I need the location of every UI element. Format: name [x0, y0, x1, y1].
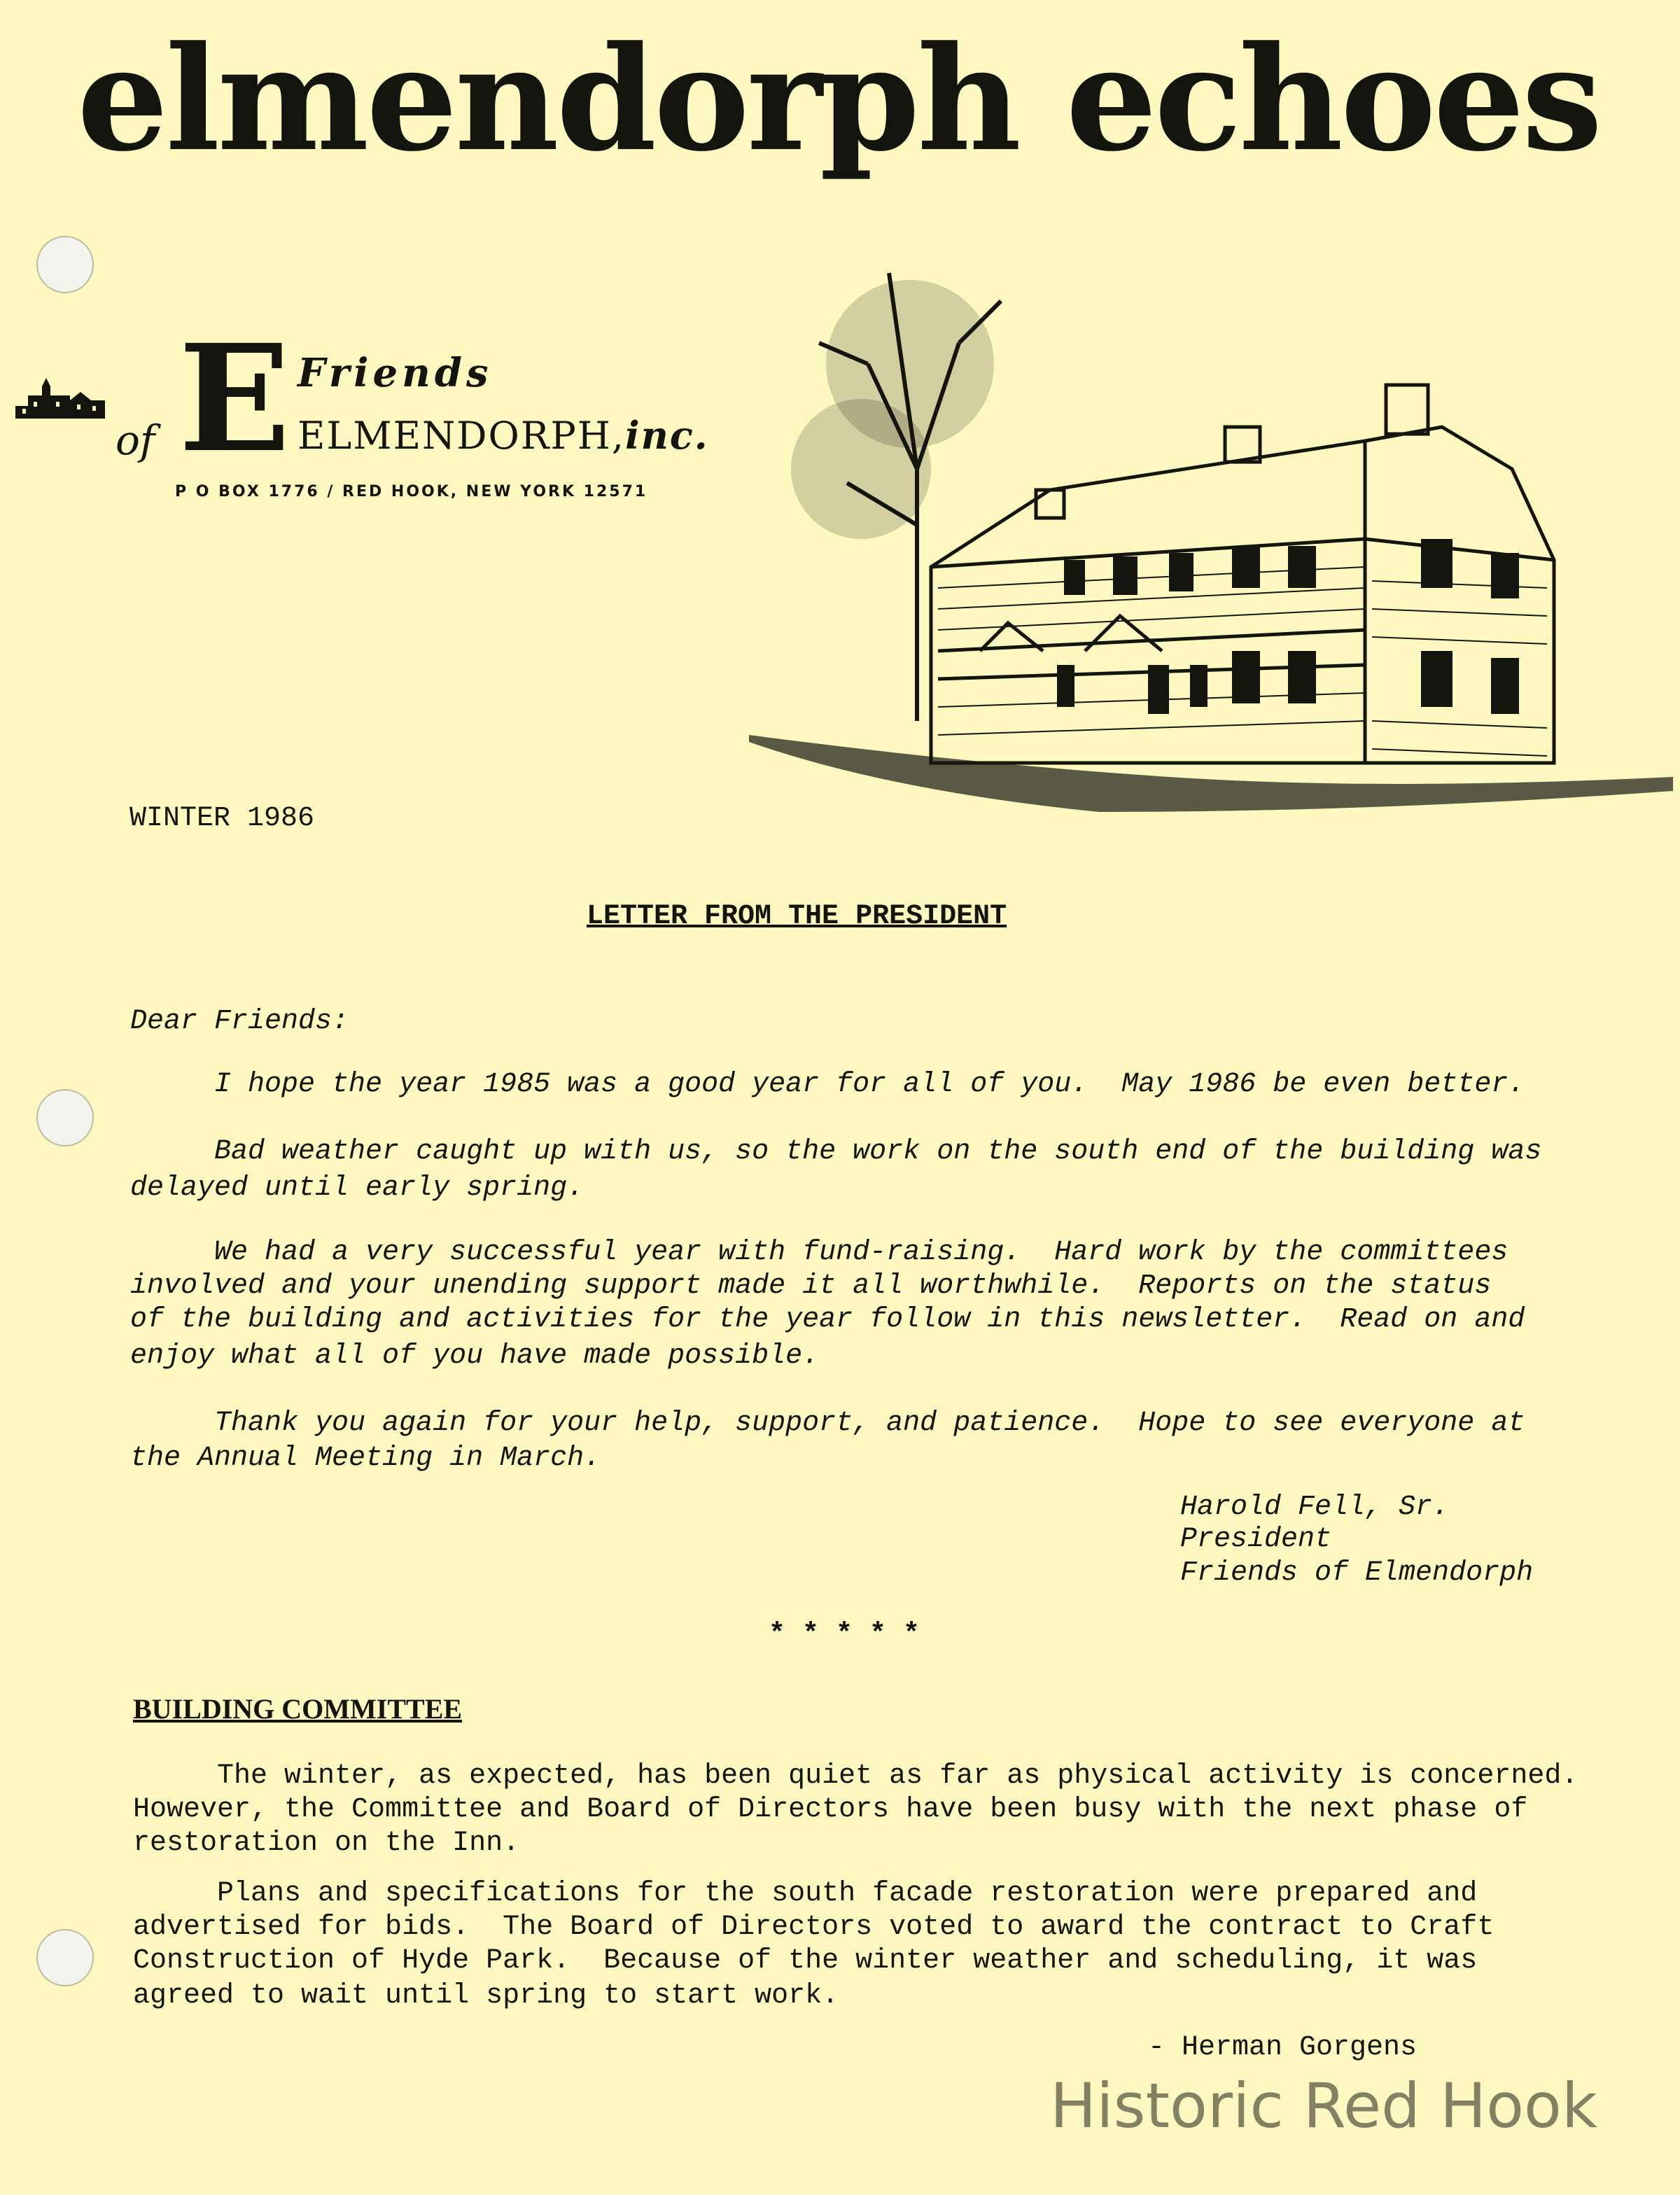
punch-hole: [36, 236, 94, 293]
letter-line: Bad weather caught up with us, so the work on the south end of the building was: [130, 1136, 1542, 1167]
signature-name: Harold Fell, Sr.: [1180, 1492, 1450, 1523]
punch-hole: [36, 1929, 94, 1986]
building-line: agreed to wait until spring to start work.: [133, 1980, 839, 2012]
letter-line: delayed until early spring.: [130, 1172, 584, 1204]
logo-address: P O BOX 1776 / RED HOOK, NEW YORK 12571: [175, 483, 648, 500]
letter-line: Thank you again for your help, support, and patience. Hope to see everyone at: [130, 1408, 1525, 1439]
logo-name-text: ELMENDORPH,: [298, 414, 626, 458]
logo-inc: inc.: [625, 413, 709, 458]
letter-salutation: Dear Friends:: [130, 1006, 349, 1037]
letter-line: involved and your unending support made it all worthwhile. Reports on the status: [130, 1270, 1492, 1302]
signature-title: President: [1180, 1524, 1332, 1555]
punch-hole: [36, 1089, 94, 1146]
building-line: Plans and specifications for the south facade restoration were prepared and: [133, 1878, 1478, 1909]
building-line: advertised for bids. The Board of Directors voted to award the contract to Craft: [133, 1912, 1494, 1943]
watermark: Historic Red Hook: [1050, 2070, 1597, 2142]
issue-date: WINTER 1986: [130, 803, 315, 834]
letter-line: enjoy what all of you have made possible.: [130, 1340, 820, 1372]
building-heading: BUILDING COMMITTEE: [133, 1693, 463, 1725]
letter-line: I hope the year 1985 was a good year for all of you. May 1986 be even better.: [130, 1069, 1525, 1100]
building-line: Construction of Hyde Park. Because of the winter weather and scheduling, it was: [133, 1945, 1478, 1977]
logo-name: [298, 413, 709, 458]
house-silhouette-icon: [14, 371, 112, 420]
letter-line: the Annual Meeting in March.: [130, 1443, 601, 1474]
building-author: - Herman Gorgens: [1148, 2032, 1418, 2063]
building-line: restoration on the Inn.: [133, 1828, 520, 1859]
logo-friends: Friends: [298, 350, 493, 396]
signature-organization: Friends of Elmendorph: [1180, 1557, 1534, 1589]
masthead-title: elmendorph echoes: [77, 15, 1600, 183]
letter-line: of the building and activities for the year follow in this newsletter. Read on and: [130, 1304, 1525, 1335]
section-separator: * * * * *: [769, 1619, 920, 1650]
logo-initial-e: E: [178, 312, 291, 485]
letter-line: We had a very successful year with fund-raising. Hard work by the committees: [130, 1237, 1508, 1268]
elmendorph-inn-illustration: [749, 259, 1680, 826]
building-line: However, the Committee and Board of Directors have been busy with the next phase of: [133, 1794, 1528, 1825]
building-line: The winter, as expected, has been quiet as far as physical activity is concerned.: [133, 1760, 1578, 1792]
logo-of: of: [115, 416, 155, 464]
letter-heading: LETTER FROM THE PRESIDENT: [587, 901, 1007, 932]
